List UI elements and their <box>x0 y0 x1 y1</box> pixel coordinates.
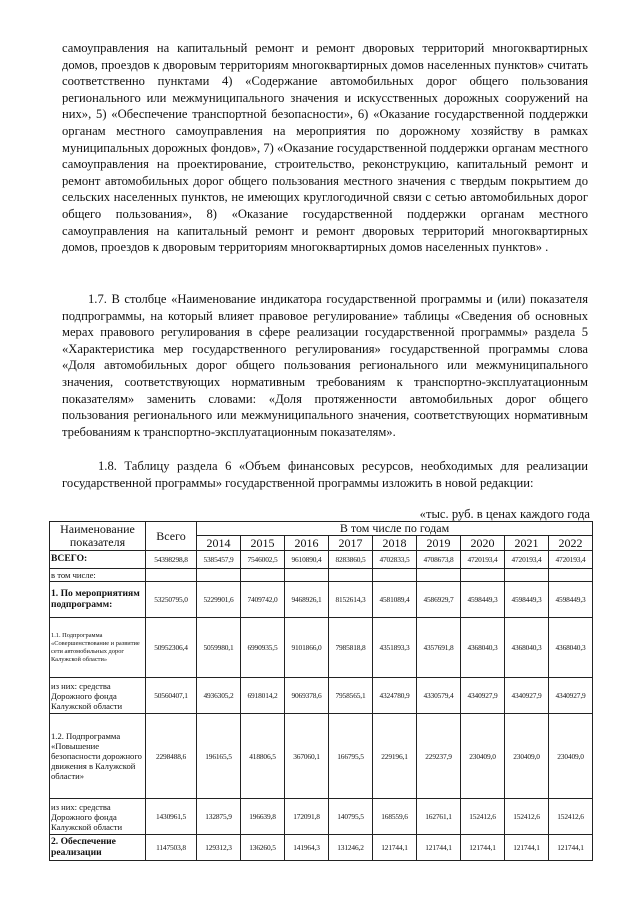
row-year-value: 172091,8 <box>285 799 329 835</box>
row-year-value: 4368040,3 <box>461 618 505 678</box>
row-year-value: 9468926,1 <box>285 582 329 618</box>
header-year: 2016 <box>285 536 329 551</box>
row-year-value: 132875,9 <box>197 799 241 835</box>
header-year: 2018 <box>373 536 417 551</box>
row-year-value <box>329 569 373 582</box>
table-row-road-fund-1-1 <box>50 678 593 714</box>
row-year-value: 131246,2 <box>329 835 373 861</box>
row-year-value: 4598449,3 <box>549 582 593 618</box>
header-year: 2014 <box>197 536 241 551</box>
table-row-total <box>50 551 593 569</box>
table-row-subprogram-activities <box>50 582 593 618</box>
row-year-value: 4598449,3 <box>461 582 505 618</box>
row-year-value: 229196,1 <box>373 714 417 799</box>
header-year: 2022 <box>549 536 593 551</box>
row-year-value: 9610890,4 <box>285 551 329 569</box>
paragraph-1-7: 1.7. В столбце «Наименование индикатора государственной программы и (или) показателя подпрограммы, на который влияет правовое регулирование» таблицы «Сведения об основных мерах правового регулирования в сфере реализации государственной программы» раздела 5 «Характеристика мер государственного регулирования» государственной программы слова «Доля автомобильных дорог общего пользования регионального или межмуниципального значения, соответствующих нормативным требованиям к транспортно-эксплуатационным показателям» заменить словами: «Доля протяженности автомобильных дорог общего пользования регионального или межмуниципального значения, соответствующих нормативным требованиям к транспортно-эксплуатационным показателям». <box>62 292 588 439</box>
row-label: из них: средства Дорожного фонда Калужской области <box>50 799 146 835</box>
row-year-value: 152412,6 <box>505 799 549 835</box>
table-row-road-fund-1-2 <box>50 799 593 835</box>
row-year-value: 4720193,4 <box>549 551 593 569</box>
row-year-value <box>417 569 461 582</box>
row-year-value: 152412,6 <box>549 799 593 835</box>
row-year-value: 7546002,5 <box>241 551 285 569</box>
row-year-value: 230409,0 <box>549 714 593 799</box>
header-total: Всего <box>146 522 197 551</box>
header-years-group: В том числе по годам <box>197 522 593 536</box>
row-year-value: 7958565,1 <box>329 678 373 714</box>
row-year-value <box>241 569 285 582</box>
header-year: 2020 <box>461 536 505 551</box>
row-year-value: 4598449,3 <box>505 582 549 618</box>
row-label: в том числе: <box>50 569 146 582</box>
header-year: 2015 <box>241 536 285 551</box>
row-year-value: 121744,1 <box>373 835 417 861</box>
row-year-value <box>197 569 241 582</box>
row-year-value: 7985818,8 <box>329 618 373 678</box>
row-year-value: 4324780,9 <box>373 678 417 714</box>
row-year-value: 5229901,6 <box>197 582 241 618</box>
row-year-value: 230409,0 <box>461 714 505 799</box>
row-year-value: 196639,8 <box>241 799 285 835</box>
table-row-subprogram-1-1 <box>50 618 593 678</box>
row-year-value: 121744,1 <box>461 835 505 861</box>
row-year-value: 4720193,4 <box>461 551 505 569</box>
paragraph-1-8: 1.8. Таблицу раздела 6 «Объем финансовых ресурсов, необходимых для реализации государственной программы» государственной программы изложить в новой редакции: <box>62 459 588 490</box>
row-year-value: 4368040,3 <box>505 618 549 678</box>
row-year-value: 4702833,5 <box>373 551 417 569</box>
row-year-value <box>461 569 505 582</box>
row-year-value: 4586929,7 <box>417 582 461 618</box>
row-year-value: 229237,9 <box>417 714 461 799</box>
row-year-value: 4340927,9 <box>461 678 505 714</box>
row-year-value: 7409742,0 <box>241 582 285 618</box>
table-header-row-1 <box>50 522 593 536</box>
row-year-value: 6918014,2 <box>241 678 285 714</box>
row-year-value: 5385457,9 <box>197 551 241 569</box>
row-year-value: 9069378,6 <box>285 678 329 714</box>
row-total-value: 50560407,1 <box>146 678 197 714</box>
row-total-value: 1430961,5 <box>146 799 197 835</box>
row-year-value: 418806,5 <box>241 714 285 799</box>
row-year-value: 6990935,5 <box>241 618 285 678</box>
row-year-value: 4340927,9 <box>549 678 593 714</box>
row-year-value: 136260,5 <box>241 835 285 861</box>
row-year-value: 141964,3 <box>285 835 329 861</box>
row-year-value: 162761,1 <box>417 799 461 835</box>
row-year-value: 8283860,5 <box>329 551 373 569</box>
row-year-value <box>549 569 593 582</box>
row-total-value: 53250795,0 <box>146 582 197 618</box>
row-year-value: 4720193,4 <box>505 551 549 569</box>
row-year-value <box>505 569 549 582</box>
row-year-value: 4708673,8 <box>417 551 461 569</box>
header-year: 2017 <box>329 536 373 551</box>
table-row-including <box>50 569 593 582</box>
row-year-value: 9101866,0 <box>285 618 329 678</box>
row-year-value: 121744,1 <box>505 835 549 861</box>
row-label: 1.1. Подпрограмма «Совершенствование и развитие сети автомобильных дорог Калужской области» <box>50 618 146 678</box>
header-indicator-name: Наименование показателя <box>50 522 146 551</box>
row-year-value: 4581089,4 <box>373 582 417 618</box>
row-year-value: 166795,5 <box>329 714 373 799</box>
row-total-value: 54398298,8 <box>146 551 197 569</box>
row-year-value: 230409,0 <box>505 714 549 799</box>
row-year-value: 4368040,3 <box>549 618 593 678</box>
row-year-value: 4330579,4 <box>417 678 461 714</box>
header-year: 2021 <box>505 536 549 551</box>
row-year-value: 4351893,3 <box>373 618 417 678</box>
row-label: 1.2. Подпрограмма «Повышение безопасности дорожного движения в Калужской области» <box>50 714 146 799</box>
row-year-value: 129312,3 <box>197 835 241 861</box>
row-total-value: 2298488,6 <box>146 714 197 799</box>
row-year-value <box>373 569 417 582</box>
paragraph-continuation: самоуправления на капитальный ремонт и ремонт дворовых территорий многоквартирных домов, проездов к дворовым территориям многоквартирных домов населенных пунктов» считать соответственно пунктами 4) «Содержание автомобильных дорог общего пользования регионального или межмуниципального значения и искусственных дорожных сооружений на них», 5) «Обеспечение транспортной безопасности», 6) «Оказание государственной поддержки органам местного самоуправления на мероприятия по дорожному хозяйству в рамках муниципальных дорожных фондов», 7) «Оказание государственной поддержки органам местного самоуправления на проектирование, строительство, реконструкцию, капитальный ремонт и ремонт автомобильных дорог общего пользования местного значения с твердым покрытием до сельских населенных пунктов, не имеющих круглогодичной связи с сетью автомобильных дорог общего пользования», 8) «Оказание государственной поддержки органам местного самоуправления на капитальный ремонт и ремонт дворовых территорий многоквартирных домов, проездов к дворовым территориям многоквартирных домов населенных пунктов» . <box>62 41 588 255</box>
row-year-value: 196165,5 <box>197 714 241 799</box>
row-year-value: 5059980,1 <box>197 618 241 678</box>
row-total-value: 1147503,8 <box>146 835 197 861</box>
table-row-subprogram-1-2 <box>50 714 593 799</box>
table-row-implementation <box>50 835 593 861</box>
row-year-value: 168559,6 <box>373 799 417 835</box>
row-year-value: 121744,1 <box>417 835 461 861</box>
row-total-value: 50952306,4 <box>146 618 197 678</box>
row-year-value: 367060,1 <box>285 714 329 799</box>
row-label: из них: средства Дорожного фонда Калужской области <box>50 678 146 714</box>
header-year: 2019 <box>417 536 461 551</box>
row-label: 1. По мероприятиям подпрограмм: <box>50 582 146 618</box>
row-label: 2. Обеспечение реализации <box>50 835 146 861</box>
row-year-value: 8152614,3 <box>329 582 373 618</box>
row-year-value: 140795,5 <box>329 799 373 835</box>
row-year-value: 152412,6 <box>461 799 505 835</box>
row-year-value: 4357691,8 <box>417 618 461 678</box>
units-note: «тыс. руб. в ценах каждого года <box>419 507 590 521</box>
row-year-value: 121744,1 <box>549 835 593 861</box>
row-total-value <box>146 569 197 582</box>
row-year-value: 4936305,2 <box>197 678 241 714</box>
row-label: ВСЕГО: <box>50 551 146 569</box>
financial-resources-table <box>49 521 593 861</box>
row-year-value: 4340927,9 <box>505 678 549 714</box>
row-year-value <box>285 569 329 582</box>
